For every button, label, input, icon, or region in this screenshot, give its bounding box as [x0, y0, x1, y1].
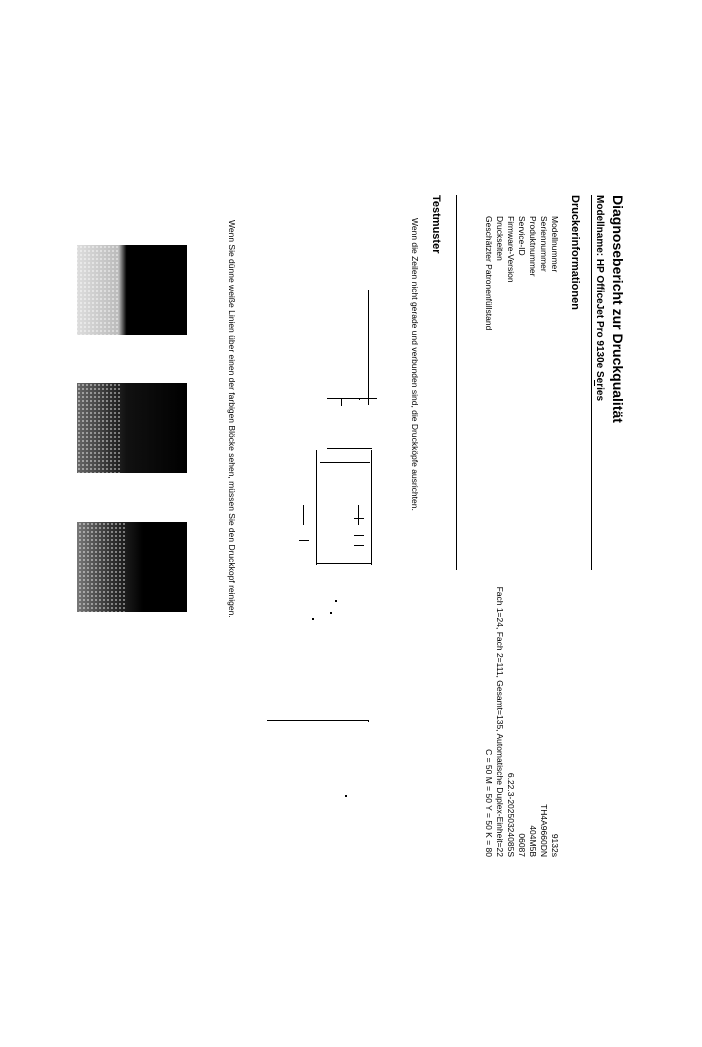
info-label-page-count: Druckseiten — [495, 216, 505, 261]
color-test-block-3 — [77, 522, 187, 612]
info-label-serial-number: Seriennummer — [539, 216, 549, 272]
alignment-dot — [330, 612, 332, 614]
alignment-line — [316, 450, 317, 565]
alignment-line — [354, 545, 364, 546]
alignment-line — [354, 518, 364, 519]
alignment-line — [327, 448, 372, 449]
info-label-model-number: Modellnummer — [550, 216, 560, 273]
color-test-block-1 — [77, 245, 187, 335]
alignment-dot — [312, 618, 314, 620]
info-value-model-number: 9132s — [550, 833, 560, 857]
model-name: Modellname: HP OfficeJet Pro 9130e Series — [594, 195, 605, 402]
alignment-note: Wenn die Zeilen nicht gerade und verbunden sind, die Druckköpfe ausrichten. — [410, 218, 420, 511]
alignment-dot — [335, 600, 337, 602]
test-pattern-heading: Testmuster — [430, 195, 442, 254]
cleaning-note: Wenn Sie dünne weiße Linien über einen der farbigen Blöcke sehen, müssen Sie den Druckkopf reinigen. — [227, 220, 237, 618]
alignment-line — [358, 505, 359, 525]
info-value-ink-level: C = 50 M = 50 Y = 50 K = 80 — [484, 749, 494, 857]
info-label-ink-level: Geschätzter Patronenfüllstand — [484, 216, 494, 331]
info-label-firmware: Firmware-Version — [506, 216, 516, 283]
alignment-line — [299, 540, 309, 541]
info-label-product-number: Produktnummer — [528, 216, 538, 277]
info-value-page-count: Fach 1=24, Fach 2=111, Gesamt=135, Automatische Duplex-Einheit=22 — [495, 586, 505, 857]
alignment-line — [327, 398, 377, 399]
info-label-service-id: Service-ID — [517, 216, 527, 256]
printer-info-heading: Druckerinformationen — [569, 195, 581, 310]
info-value-product-number: 404M5B — [528, 825, 538, 857]
alignment-line — [368, 290, 369, 405]
alignment-line — [341, 398, 342, 406]
alignment-line — [317, 563, 372, 564]
info-value-serial-number: TH4A9660DN — [539, 804, 549, 857]
info-value-firmware: 6.22.3-20250324085S — [506, 772, 516, 857]
alignment-line — [267, 720, 369, 721]
header-divider — [591, 195, 592, 570]
info-value-service-id: 06087 — [517, 833, 527, 857]
alignment-line — [354, 535, 364, 536]
alignment-dot — [345, 795, 347, 797]
color-test-block-2 — [77, 383, 187, 473]
report-title: Diagnosebericht zur Druckqualität — [610, 195, 626, 423]
alignment-line — [371, 450, 372, 565]
section-divider — [456, 195, 457, 570]
divider-tick — [594, 380, 595, 386]
alignment-line — [303, 505, 304, 525]
alignment-line — [320, 462, 370, 463]
